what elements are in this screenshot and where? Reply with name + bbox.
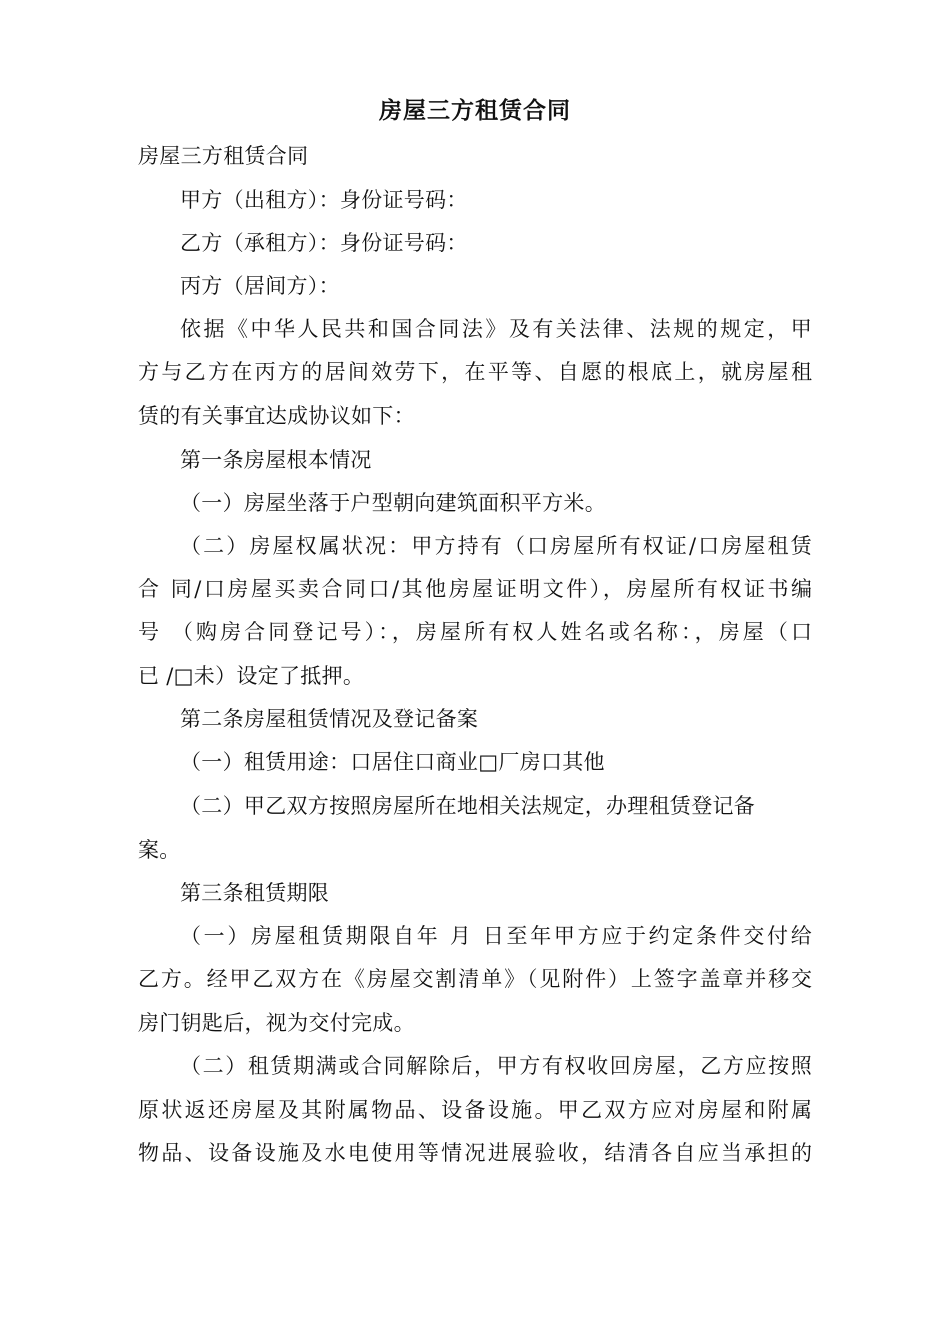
article-1-heading: 第一条房屋根本情况 bbox=[180, 448, 372, 472]
preamble-line-1: 依据《中华人民共和国合同法》及有关法律、法规的规定，甲 bbox=[180, 317, 812, 341]
article-3-item-2-line-1: （二）租赁期满或合同解除后，甲方有权收回房屋，乙方应按照 bbox=[180, 1054, 812, 1078]
article-2-item-1: （一）租赁用途：口居住口商业□厂房口其他 bbox=[180, 750, 605, 774]
article-3-item-1-line-1: （一）房屋租赁期限自年 月 日至年甲方应于约定条件交付给 bbox=[180, 924, 812, 948]
preamble-line-3: 赁的有关事宜达成协议如下： bbox=[138, 404, 415, 428]
article-3-item-1-line-3: 房门钥匙后，视为交付完成。 bbox=[138, 1011, 415, 1035]
article-3-item-2-line-3: 物品、设备设施及水电使用等情况进展验收，结清各自应当承担的 bbox=[138, 1141, 812, 1165]
document-title: 房屋三方租赁合同 bbox=[379, 97, 571, 124]
party-a-line: 甲方（出租方）：身份证号码： bbox=[180, 188, 468, 212]
article-1-item-2-line-3: 号 （购房合同登记号）：，房屋所有权人姓名或名称：，房屋（口 bbox=[138, 620, 812, 644]
article-2-item-2-line-1: （二）甲乙双方按照房屋所在地相关法规定，办理租赁登记备 bbox=[180, 794, 756, 818]
article-1-item-2-line-4: 已 /□未）设定了抵押。 bbox=[138, 664, 365, 688]
preamble-line-2: 方与乙方在丙方的居间效劳下，在平等、自愿的根底上，就房屋租 bbox=[138, 360, 812, 384]
article-1-item-1: （一）房屋坐落于户型朝向建筑面积平方米。 bbox=[180, 491, 606, 515]
article-2-heading: 第二条房屋租赁情况及登记备案 bbox=[180, 707, 479, 731]
party-b-line: 乙方（承租方）：身份证号码： bbox=[180, 231, 468, 255]
article-3-item-1-line-2: 乙方。经甲乙双方在《房屋交割清单》（见附件）上签字盖章并移交 bbox=[138, 967, 812, 991]
contract-heading-line: 房屋三方租赁合同 bbox=[138, 144, 309, 168]
article-1-item-2-line-1: （二）房屋权属状况：甲方持有（口房屋所有权证/口房屋租赁 bbox=[180, 534, 812, 558]
article-3-heading: 第三条租赁期限 bbox=[180, 881, 330, 905]
article-2-item-2-line-2: 案。 bbox=[138, 838, 181, 862]
article-3-item-2-line-2: 原状返还房屋及其附属物品、设备设施。甲乙双方应对房屋和附属 bbox=[138, 1098, 812, 1122]
article-1-item-2-line-2: 合 同/口房屋买卖合同口/其他房屋证明文件），房屋所有权证书编 bbox=[138, 577, 812, 601]
party-c-line: 丙方（居间方）： bbox=[180, 274, 340, 298]
